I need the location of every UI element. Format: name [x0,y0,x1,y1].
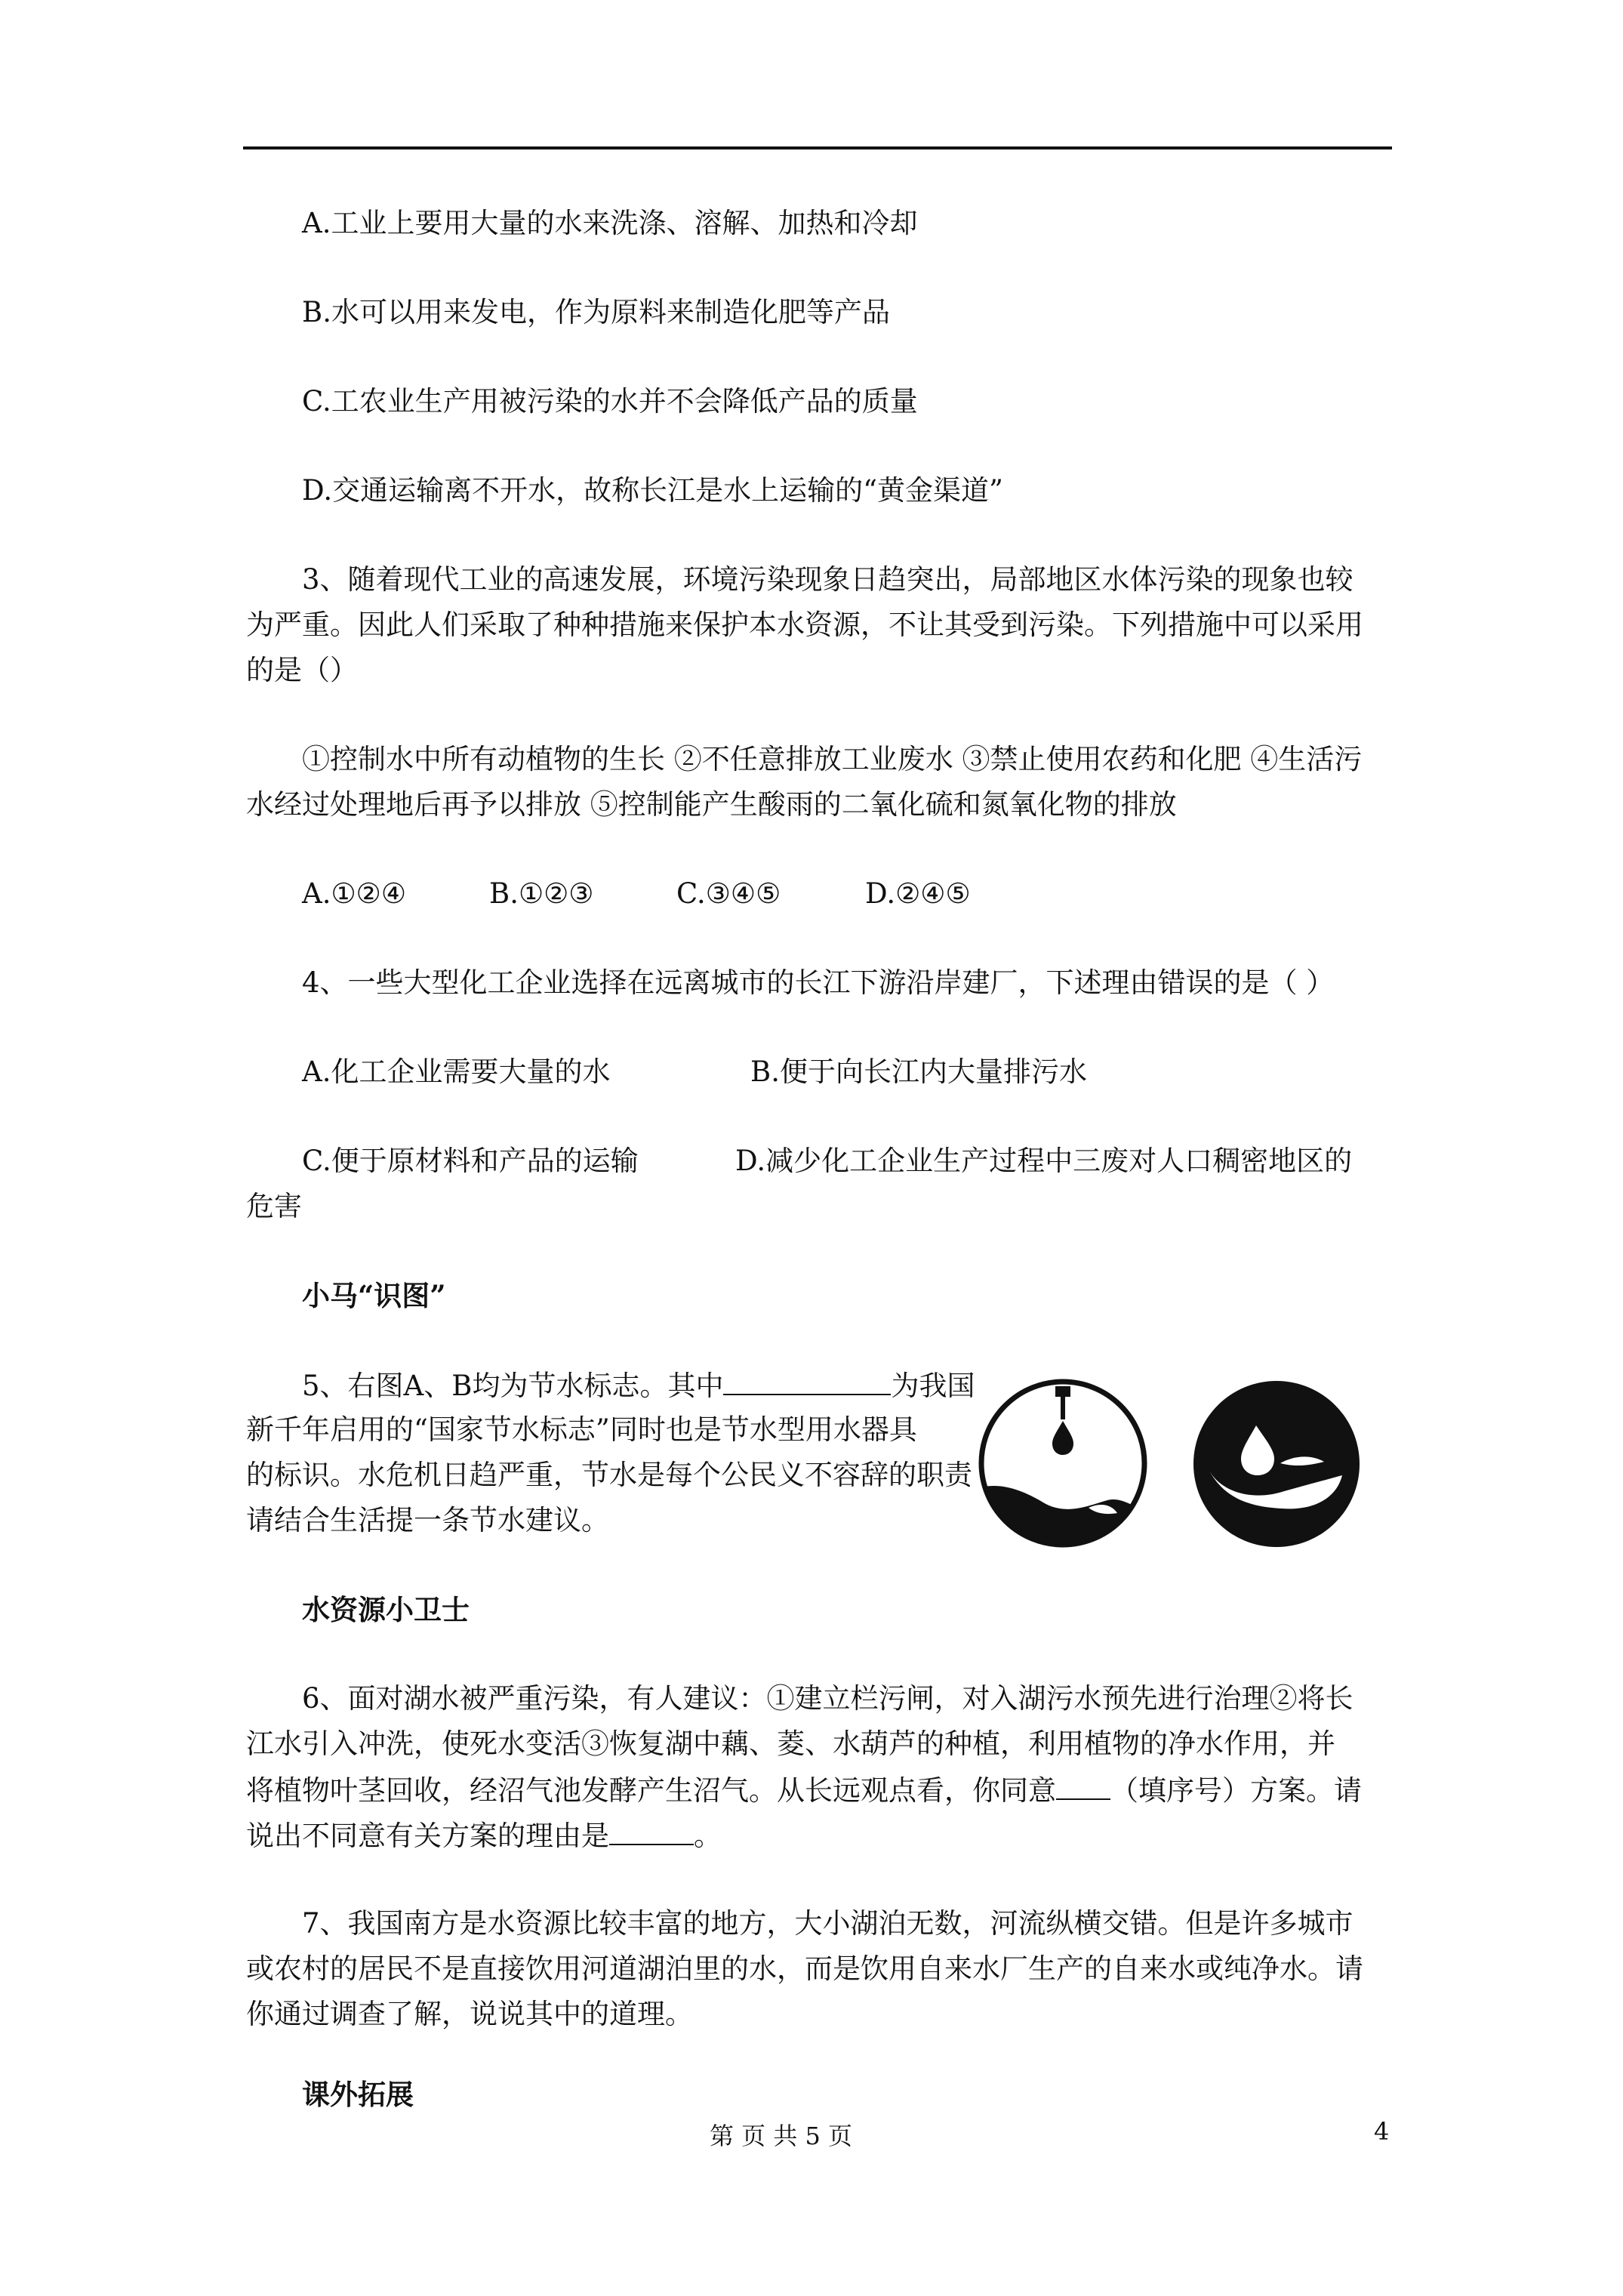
q3-measures-line2: 水经过处理地后再予以排放 ⑤控制能产生酸雨的二氧化硫和氮氧化物的排放 [246,788,1177,821]
q4-stem: 4、一些大型化工企业选择在远离城市的长江下游沿岸建厂，下述理由错误的是（ ） [302,966,1335,999]
q4-option-c: C.便于原材料和产品的运输 [302,1145,639,1177]
q2-option-b: B.水可以用来发电，作为原料来制造化肥等产品 [302,296,890,328]
q5-line1-pre: 5、右图A、B均为节水标志。其中 [302,1370,724,1402]
q5-line2: 新千年启用的“国家节水标志”同时也是节水型用水器具 [246,1413,917,1446]
q6-line4-pre: 说出不同意有关方案的理由是 [246,1820,609,1852]
q6-line3 [246,1773,1362,1808]
water-saving-logo-a [975,1376,1150,1551]
footer-page-number: 4 [1374,2117,1390,2146]
q3-option-c: C.③④⑤ [676,877,781,910]
q7-line2: 或农村的居民不是直接饮用河道湖泊里的水，而是饮用自来水厂生产的自来水或纯净水。请 [246,1952,1363,1985]
q6-line4 [246,1818,722,1853]
section-heading-extend: 课外拓展 [302,2078,414,2111]
q3-stem-line3: 的是（） [246,654,358,686]
q3-option-d: D.②④⑤ [865,877,971,910]
q6-answer-blank-2[interactable] [609,1818,694,1845]
water-saving-logo-b [1191,1379,1362,1549]
q3-stem-line1: 3、随着现代工业的高速发展，环境污染现象日趋突出，局部地区水体污染的现象也较 [302,563,1354,596]
q5-line1-post: 为我国 [891,1370,975,1402]
q5-line4: 请结合生活提一条节水建议。 [246,1504,609,1536]
q4-option-b: B.便于向长江内大量排污水 [750,1056,1087,1088]
q5-line3: 的标识。水危机日趋严重，节水是每个公民义不容辞的职责 [246,1459,972,1491]
footer-page-label: 第 页 共 5 页 [710,2122,853,2150]
q4-option-d-line2: 危害 [246,1190,302,1222]
header-rule [243,146,1392,149]
q3-option-b: B.①②③ [489,877,594,910]
q6-answer-blank-1[interactable] [1056,1773,1110,1800]
q7-line3: 你通过调查了解，说说其中的道理。 [246,1998,693,2030]
section-heading-guard: 水资源小卫士 [302,1593,470,1626]
q3-stem-line2: 为严重。因此人们采取了种种措施来保护本水资源，不让其受到污染。下列措施中可以采用 [246,609,1363,641]
q6-line1: 6、面对湖水被严重污染，有人建议：①建立栏污闸，对入湖污水预先进行治理②将长 [302,1682,1354,1715]
q2-option-c: C.工农业生产用被污染的水并不会降低产品的质量 [302,385,918,418]
q6-line3-post: （填序号）方案。请 [1110,1774,1362,1807]
q4-option-d-line1: D.减少化工企业生产过程中三废对人口稠密地区的 [735,1145,1353,1177]
section-heading-xiaoma: 小马“识图” [302,1279,446,1312]
q5-answer-blank[interactable] [723,1368,891,1395]
q3-option-a: A.①②④ [302,877,406,910]
q6-line3-pre: 将植物叶茎回收，经沼气池发酵产生沼气。从长远观点看，你同意 [246,1774,1056,1807]
q6-line4-post: 。 [694,1820,722,1852]
q2-option-d: D.交通运输离不开水，故称长江是水上运输的“黄金渠道” [302,474,1003,507]
q4-option-a: A.化工企业需要大量的水 [302,1056,611,1088]
q5-line1 [302,1368,975,1403]
q7-line1: 7、我国南方是水资源比较丰富的地方，大小湖泊无数，河流纵横交错。但是许多城市 [302,1907,1354,1940]
q3-measures-line1: ①控制水中所有动植物的生长 ②不任意排放工业废水 ③禁止使用农药和化肥 ④生活污 [302,743,1363,775]
q2-option-a: A.工业上要用大量的水来洗涤、溶解、加热和冷却 [302,207,918,239]
q6-line2: 江水引入冲洗，使死水变活③恢复湖中藕、菱、水葫芦的种植，利用植物的净水作用，并 [246,1727,1335,1760]
